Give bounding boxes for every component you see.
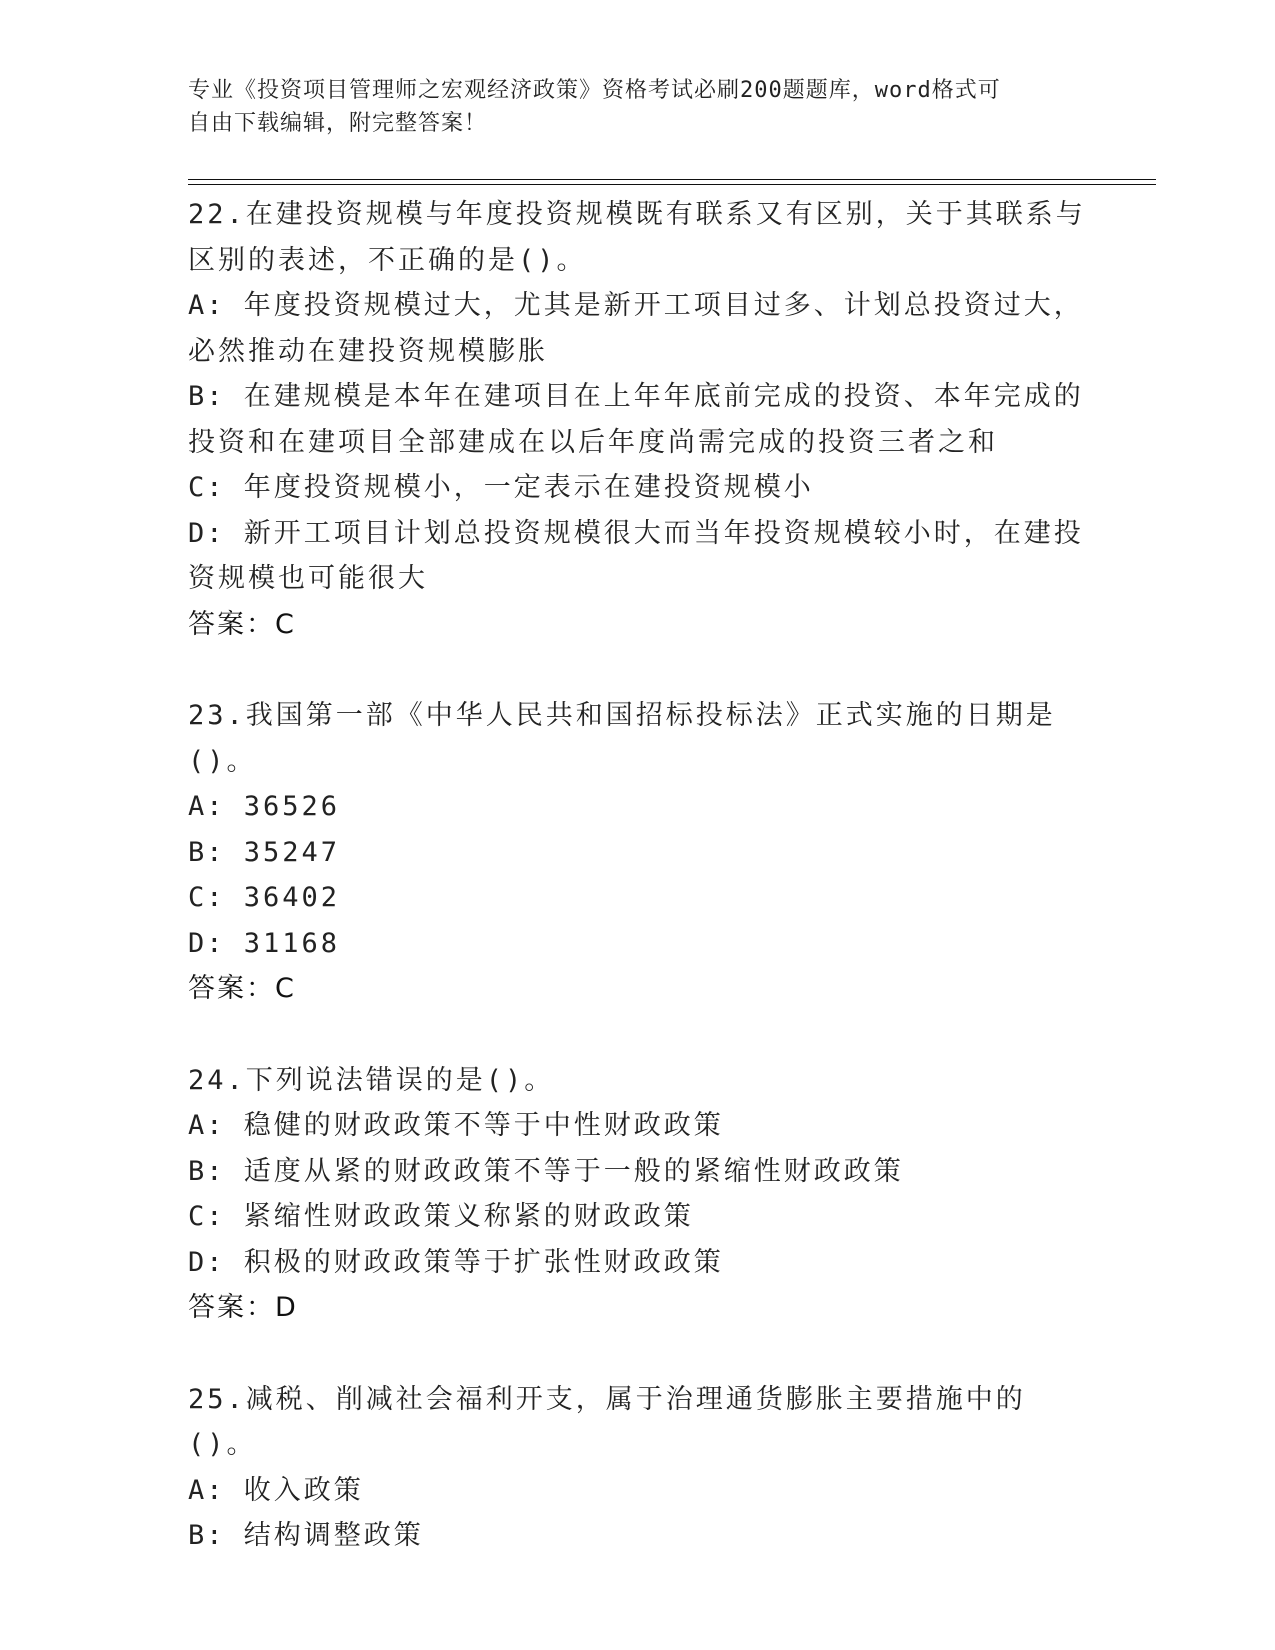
option-letter: B: [188,381,225,412]
question-stem: 24.下列说法错误的是()。 [188,1064,555,1096]
question-stem: 25.减税、削减社会福利开支，属于治理通货膨胀主要措施中的()。 [188,1383,1026,1460]
option-text: 在建规模是本年在建项目在上年年底前完成的投资、本年完成的投资和在建项目全部建成在以后年度尚需完成的投资三者之和 [188,381,1084,458]
option-d [188,921,1088,967]
option-d [188,1240,1088,1286]
option-letter: B: [188,1155,225,1187]
document-header [188,74,1078,140]
option-text: 稳健的财政政策不等于中性财政政策 [243,1110,724,1141]
option-text: 收入政策 [243,1474,364,1506]
option-letter: C: [188,882,225,913]
question-25 [188,1377,1088,1559]
option-letter: B: [188,836,225,868]
answer-line: 答案：D [188,1292,298,1323]
option-letter: D: [188,1246,225,1278]
option-c [188,875,1088,921]
option-letter: B: [188,1520,225,1551]
option-b [188,1149,1088,1195]
option-letter: A: [188,791,225,822]
option-letter: C: [188,1201,225,1232]
header-line-2: 自由下载编辑，附完整答案！ [188,111,488,136]
option-a [188,1103,1088,1149]
option-a [188,283,1088,374]
header-divider-top [188,179,1156,180]
option-text: 年度投资规模小，一定表示在建投资规模小 [243,472,814,503]
option-text: 积极的财政政策等于扩张性财政政策 [243,1246,724,1278]
question-23 [188,693,1088,1012]
option-letter: A: [188,1474,225,1506]
option-text: 结构调整政策 [243,1520,424,1551]
question-24 [188,1058,1088,1331]
question-stem: 23.我国第一部《中华人民共和国招标投标法》正式实施的日期是()。 [188,700,1056,777]
question-stem: 22.在建投资规模与年度投资规模既有联系又有区别，关于其联系与区别的表述，不正确的是()。 [188,199,1086,276]
option-text: 36526 [243,791,341,822]
option-letter: C: [188,472,225,503]
option-letter: A: [188,1110,225,1141]
option-b [188,830,1088,876]
option-text: 年度投资规模过大，尤其是新开工项目过多、计划总投资过大，必然推动在建投资规模膨胀 [188,290,1084,367]
option-text: 新开工项目计划总投资规模很大而当年投资规模较小时，在建投资规模也可能很大 [188,517,1084,594]
option-a [188,1468,1088,1514]
option-c [188,465,1088,511]
option-text: 适度从紧的财政政策不等于一般的紧缩性财政政策 [243,1155,904,1187]
option-text: 31168 [243,927,341,959]
option-text: 36402 [243,882,341,913]
option-letter: A: [188,290,225,321]
option-text: 紧缩性财政政策义称紧的财政政策 [243,1201,694,1232]
header-divider-bottom [188,184,1156,185]
option-letter: D: [188,927,225,959]
option-a [188,784,1088,830]
option-letter: D: [188,517,225,549]
answer-line: 答案：C [188,608,296,640]
answer-line: 答案：C [188,973,296,1004]
question-22 [188,192,1088,647]
option-b [188,1513,1088,1559]
question-list [188,192,1088,1605]
option-c [188,1194,1088,1240]
header-line-1: 专业《投资项目管理师之宏观经济政策》资格考试必刷200题题库，word格式可 [188,78,1001,103]
option-b [188,374,1088,465]
option-d [188,511,1088,602]
option-text: 35247 [243,836,341,868]
